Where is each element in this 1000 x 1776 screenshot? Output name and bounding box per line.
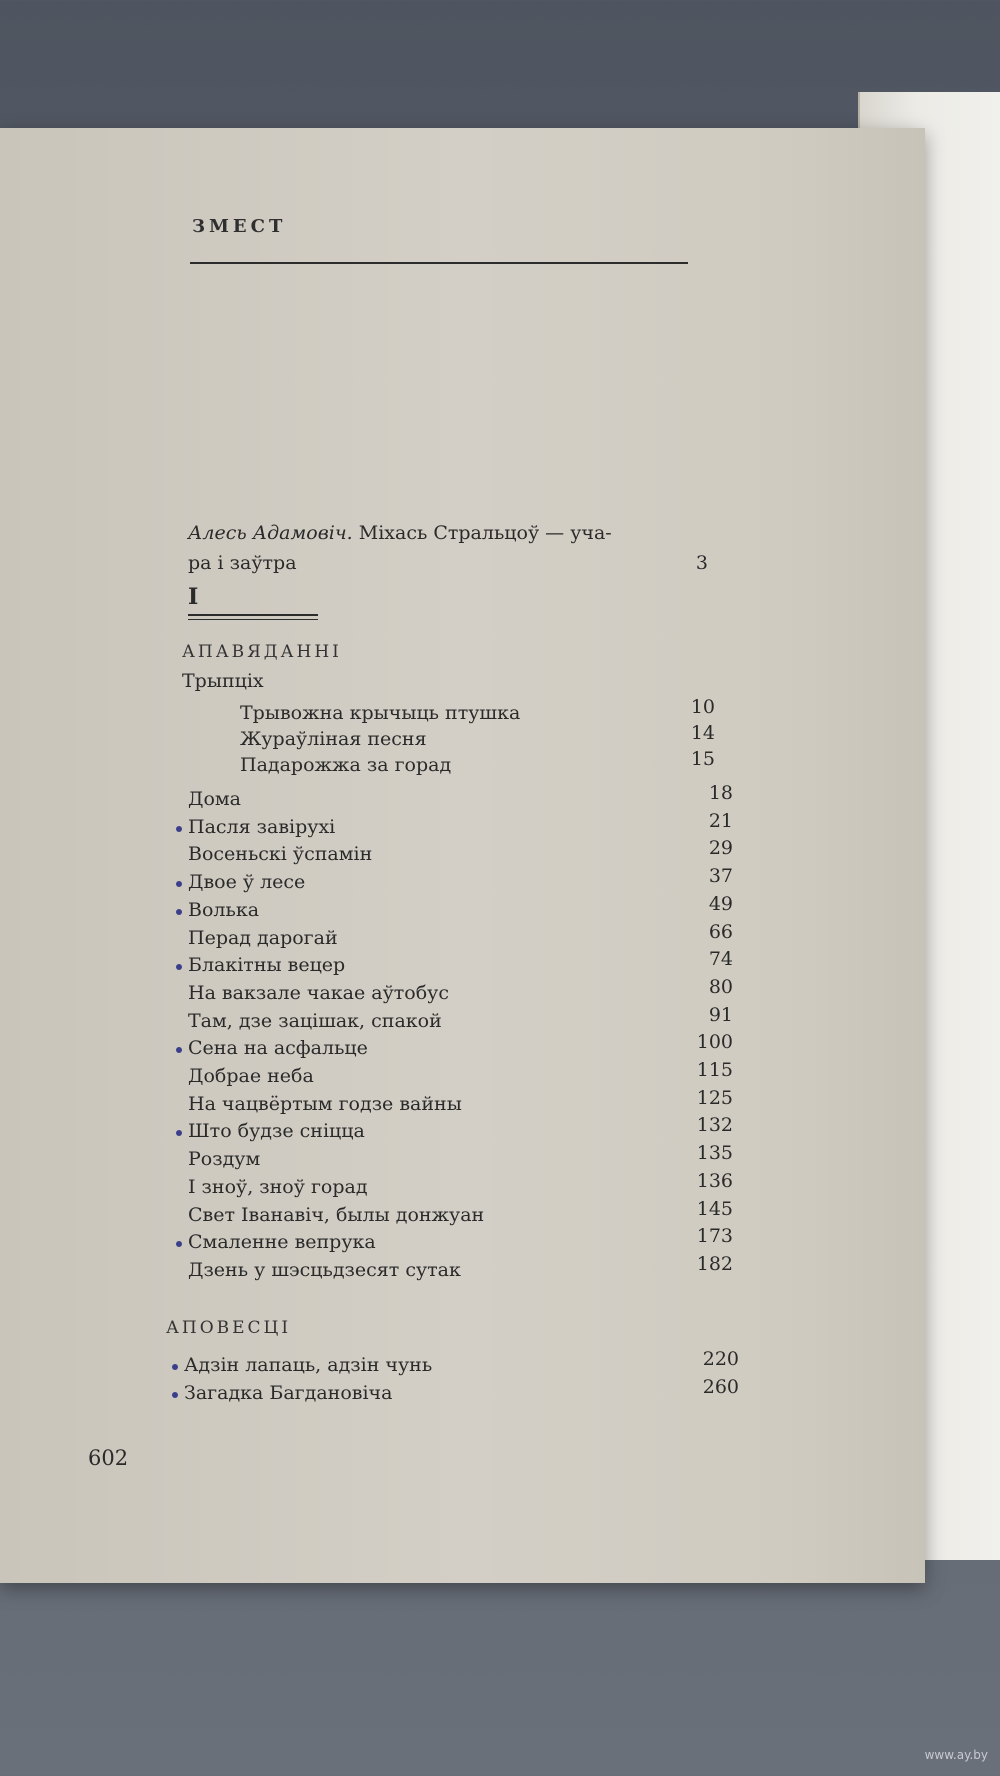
intro-author: Алесь Адамовіч.	[188, 522, 353, 544]
entry-title: Роздум	[188, 1148, 261, 1171]
dot-leader	[400, 1384, 669, 1406]
toc-entry	[188, 1114, 733, 1146]
entry-page: 260	[702, 1376, 739, 1398]
dot-leader	[380, 845, 663, 867]
novellas-heading: АПОВЕСЦІ	[166, 1318, 292, 1338]
entry-title: І зноў, зноў горад	[188, 1175, 368, 1198]
entry-page: 220	[702, 1348, 739, 1370]
dot-leader	[267, 901, 663, 923]
entry-page: 66	[708, 920, 733, 943]
entry-title: Жураўліная песня	[240, 728, 427, 750]
dot-leader	[384, 1233, 663, 1255]
toc-entry	[188, 1031, 733, 1063]
dot-leader	[470, 1095, 663, 1117]
marker-dot	[176, 826, 182, 832]
dot-leader	[457, 984, 663, 1006]
dot-leader	[435, 730, 645, 752]
entry-page: 15	[690, 748, 715, 770]
entry-title: Двое ў лесе	[188, 871, 306, 894]
entry-page: 37	[708, 865, 733, 888]
toc-entry	[240, 722, 715, 754]
dot-leader	[353, 956, 663, 978]
entry-title: Там, дзе зацішак, спакой	[188, 1009, 442, 1032]
toc-entry	[188, 782, 733, 814]
dot-leader	[440, 1356, 669, 1378]
toc-entry	[188, 1142, 733, 1174]
entry-page: 29	[708, 837, 733, 860]
entry-page: 10	[690, 696, 715, 718]
entry-title: Перад дарогай	[188, 926, 338, 949]
dot-leader	[249, 790, 663, 812]
section-rule-thin	[188, 619, 318, 620]
marker-dot	[172, 1364, 178, 1370]
intro-title-line1: Міхась Стральцоў — уча-	[358, 522, 612, 544]
stories-heading: АПАВЯДАННІ	[182, 642, 342, 662]
entry-title: Сена на асфальце	[188, 1037, 368, 1060]
intro-entry	[188, 552, 708, 578]
entry-title: Падарожжа за горад	[240, 754, 452, 776]
intro-line-1	[188, 522, 612, 544]
marker-dot	[176, 909, 182, 915]
toc-entry	[188, 892, 733, 925]
toc-entry	[188, 1169, 733, 1202]
toc-entry	[240, 748, 715, 780]
dot-leader	[376, 1178, 663, 1200]
entry-title: Добрае неба	[188, 1065, 314, 1087]
intro-page: 3	[695, 552, 708, 574]
entry-page: 14	[690, 722, 715, 744]
entry-title: Што будзе сніцца	[188, 1120, 365, 1143]
entry-page: 49	[708, 892, 733, 915]
entry-page: 173	[696, 1225, 733, 1248]
entry-page: 115	[696, 1059, 733, 1081]
entry-title: Смаленне вепрука	[188, 1231, 376, 1254]
toc-entry	[188, 1252, 733, 1285]
entry-title: Загадка Багдановіча	[184, 1382, 393, 1404]
dot-leader	[268, 1150, 663, 1172]
dot-leader	[469, 1261, 663, 1283]
entry-page: 100	[696, 1031, 733, 1054]
entry-page: 135	[696, 1142, 733, 1165]
dot-leader	[492, 1206, 663, 1228]
marker-dot	[172, 1392, 178, 1398]
entry-title: Блакітны вецер	[188, 954, 346, 977]
entry-page: 132	[696, 1114, 733, 1137]
dot-leader	[313, 873, 663, 895]
page-number: 602	[88, 1446, 129, 1470]
dot-leader	[459, 756, 645, 778]
entry-title: Волька	[188, 898, 260, 921]
toc-entry	[188, 948, 733, 980]
toc-entry	[188, 809, 733, 842]
toc-entry	[188, 1059, 733, 1091]
entry-page: 21	[708, 809, 733, 832]
entry-page: 91	[708, 1003, 733, 1026]
entry-title: Пасля завірухі	[188, 815, 336, 838]
entry-title: На вакзале чакае аўтобус	[188, 981, 449, 1004]
entry-title: На чацвёртым годзе вайны	[188, 1092, 462, 1115]
toc-entry	[188, 837, 733, 869]
toc-entry	[188, 1086, 733, 1119]
entry-page: 18	[708, 782, 733, 804]
entry-page: 125	[696, 1086, 733, 1109]
entry-title: Свет Іванавіч, былы донжуан	[188, 1203, 485, 1226]
intro-leader	[328, 554, 668, 576]
title-rule	[190, 262, 688, 264]
toc-entry	[188, 1003, 733, 1036]
entry-page: 80	[708, 975, 733, 998]
toc-entry	[184, 1376, 739, 1408]
entry-page: 74	[708, 948, 733, 971]
dot-leader	[373, 1122, 663, 1144]
toc-entry	[184, 1348, 739, 1380]
entry-page: 145	[696, 1197, 733, 1220]
dot-leader	[450, 1012, 663, 1034]
toc-entry	[188, 865, 733, 897]
toc-title: ЗМЕСТ	[192, 216, 287, 237]
dot-leader	[528, 704, 645, 726]
intro-title-line2: ра і заўтра	[188, 552, 297, 574]
entry-title: Восеньскі ўспамін	[188, 843, 373, 866]
section-numeral: I	[188, 584, 199, 610]
toc-entry	[188, 1197, 733, 1230]
dot-leader	[376, 1039, 663, 1061]
dot-leader	[346, 929, 663, 951]
toc-entry	[188, 1225, 733, 1257]
entry-title: Адзін лапаць, адзін чунь	[184, 1354, 433, 1376]
entry-title: Трывожна крычыць птушка	[240, 702, 521, 724]
watermark: www.ay.by	[924, 1748, 988, 1762]
toc-entry	[188, 920, 733, 953]
group-title: Трыпціх	[182, 670, 264, 692]
entry-title: Дома	[188, 788, 241, 810]
section-rule	[188, 614, 318, 616]
entry-page: 182	[696, 1252, 733, 1275]
entry-page: 136	[696, 1169, 733, 1192]
dot-leader	[322, 1067, 663, 1089]
dot-leader	[343, 818, 663, 840]
toc-entry	[240, 696, 715, 728]
entry-title: Дзень у шэсцьдзесят сутак	[188, 1258, 461, 1281]
toc-entry	[188, 975, 733, 1008]
